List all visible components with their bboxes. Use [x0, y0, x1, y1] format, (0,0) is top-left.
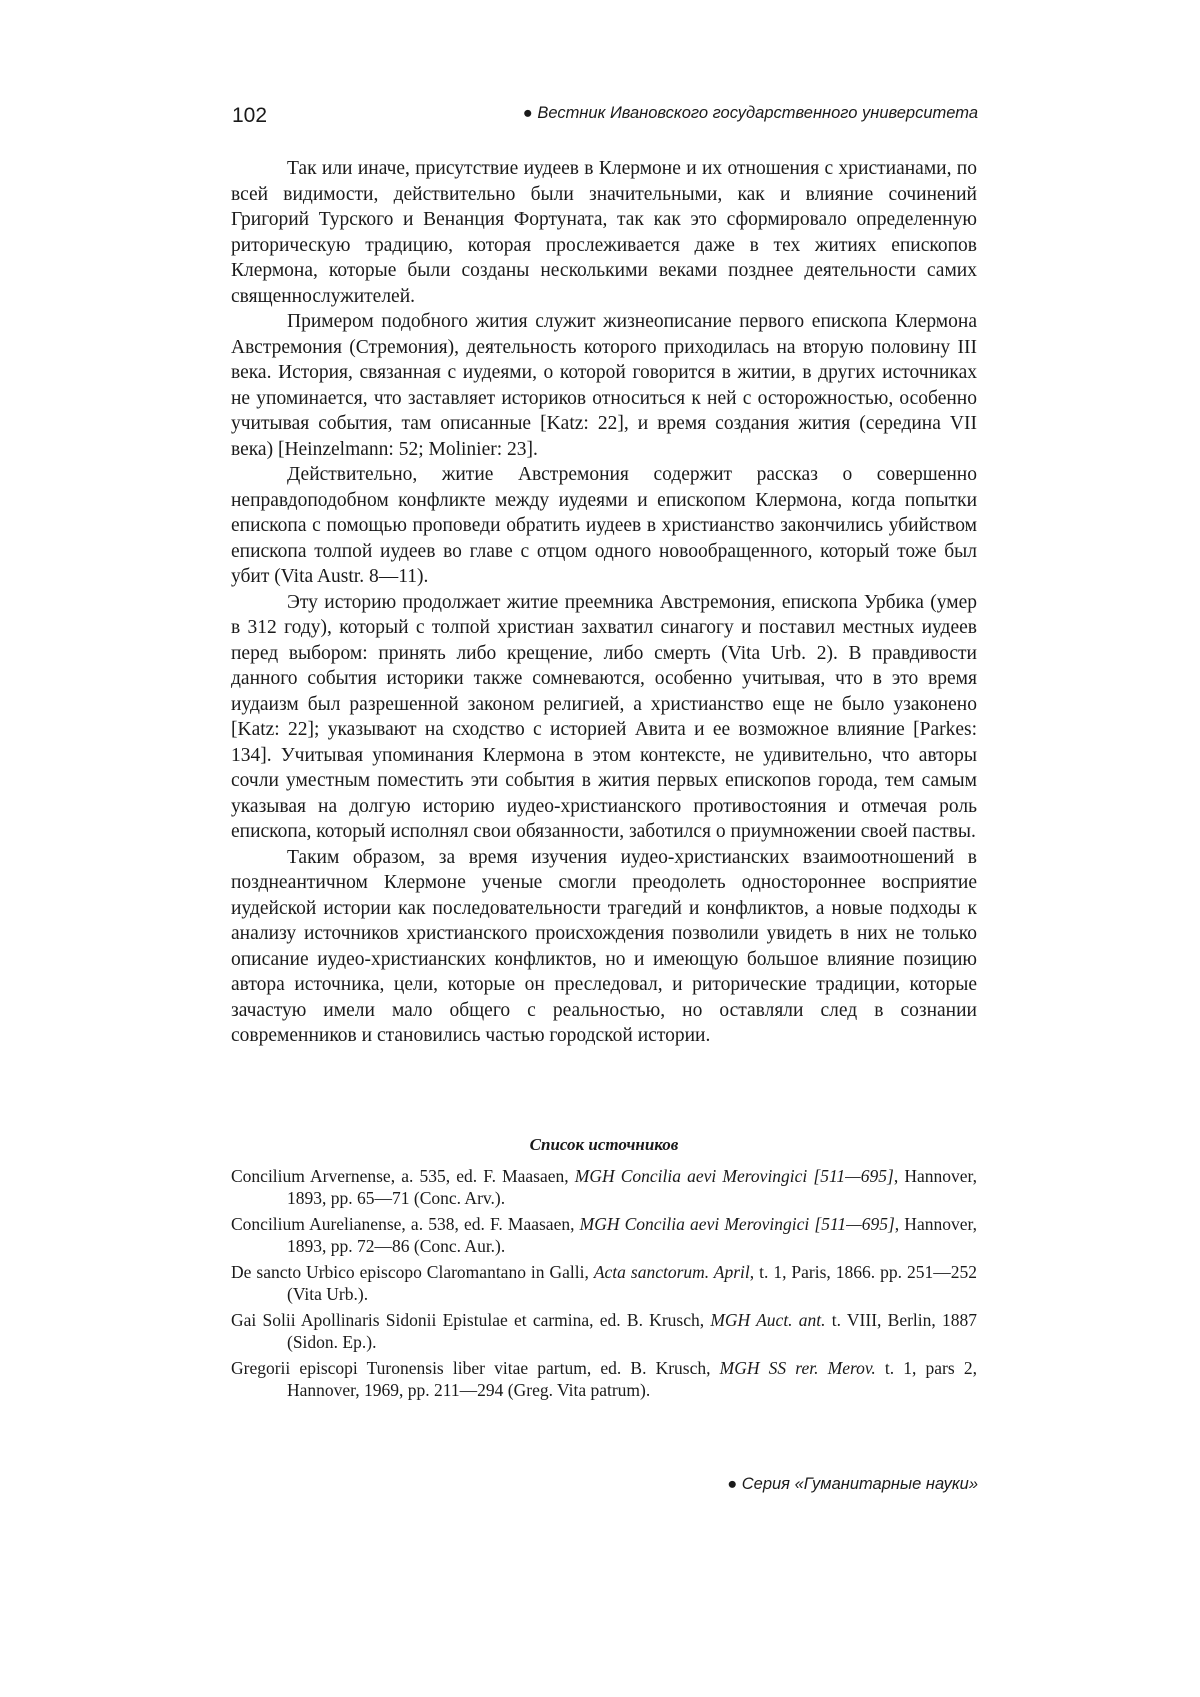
- references-title: Список источников: [529, 1135, 679, 1154]
- paragraph: Так или иначе, присутствие иудеев в Клермоне и их отношения с христианами, по всей видимости, действительно были значительными, как и влияние сочинений Григорий Турского и Венанция Фортуната, так как это сформировало определенную риторическую традицию, которая прослеживается даже в тех житиях епископов Клермона, которые были созданы несколькими веками позднее деятельности самих священнослужителей.: [231, 158, 977, 307]
- paragraph: Действительно, житие Австремония содержит рассказ о совершенно неправдоподобном конфликте между иудеями и епископом Клермона, когда попытки епископа с помощью проповеди обратить иудеев в христианство закончились убийством епископа толпой иудеев во главе с отцом одного новообращенного, который тоже был убит (Vita Austr. 8—11).: [231, 464, 977, 587]
- reference-item: [231, 1165, 977, 1209]
- reference-source: MGH Concilia aevi Merovingici [511—695]: [574, 1166, 894, 1186]
- reference-source: MGH SS rer. Merov.: [719, 1358, 876, 1378]
- paragraph: Эту историю продолжает житие преемника Австремония, епископа Урбика (умер в 312 году), который с толпой христиан захватил синагогу и поставил местных иудеев перед выбором: принять либо крещение, либо смерть (Vita Urb. 2). В правдивости данного события историки также сомневаются, особенно учитывая, что в это время иудаизм был разрешенной законом религией, а христианство еще не было узаконено [Katz: 22]; указывают на сходство с историей Авита и ее возможное влияние [Parkes: 134]. Учитывая упоминания Клермона в этом контексте, не удивительно, что авторы сочли уместным поместить эти события в жития первых епископов города, тем самым указывая на долгую историю иудео-христианского противостояния и отмечая роль епископа, который исполнял свои обязанности, заботился о приумножении своей паствы.: [231, 591, 977, 842]
- reference-text: De sancto Urbico episcopo Claromantano in Galli,: [231, 1262, 594, 1282]
- series-footer: ● Серия «Гуманитарные науки»: [727, 1475, 978, 1493]
- reference-source: Acta sanctorum. April: [593, 1262, 750, 1282]
- reference-item: [231, 1309, 977, 1353]
- reference-details: t. 1, pars 2, Hannover, 1969, pp. 211—294 (Greg. Vita patrum).: [287, 1358, 977, 1400]
- reference-text: Gregorii episcopi Turonensis liber vitae partum, ed. B. Krusch,: [231, 1358, 720, 1378]
- reference-text: Concilium Arvernense, a. 535, ed. F. Maasaen,: [231, 1166, 575, 1186]
- reference-source: MGH Concilia aevi Merovingici [511—695]: [579, 1214, 895, 1234]
- reference-details: , Hannover, 1893, pp. 65—71 (Conc. Arv.).: [287, 1166, 977, 1208]
- paragraph: Примером подобного жития служит жизнеописание первого епископа Клермона Австремония (Стремония), деятельность которого приходилась на вторую половину III века. История, связанная с иудеями, о которой говорится в житии, в других источниках не упоминается, что заставляет историков относиться к ней с осторожностью, особенно учитывая события, там описанные [Katz: 22], и время создания жития (середина VII века) [Heinzelmann: 52; Molinier: 23].: [231, 311, 977, 460]
- reference-item: [231, 1213, 977, 1257]
- reference-details: t. VIII, Berlin, 1887 (Sidon. Ep.).: [287, 1310, 977, 1352]
- reference-details: , t. 1, Paris, 1866. pp. 251—252 (Vita Urb.).: [287, 1262, 977, 1304]
- paragraph: Таким образом, за время изучения иудео-христианских взаимоотношений в позднеантичном Клермоне ученые смогли преодолеть одностороннее восприятие иудейской истории как последовательности трагедий и конфликтов, а новые подходы к анализу источников христианского происхождения позволили увидеть в них не только описание иудео-христианских конфликтов, но и имеющую большое влияние позицию автора источника, цели, которые он преследовал, и риторические традиции, которые зачастую имели мало общего с реальностью, но оставляли след в сознании современников и становились частью городской истории.: [231, 846, 977, 1046]
- reference-text: Concilium Aurelianense, a. 538, ed. F. Maasaen,: [231, 1214, 580, 1234]
- journal-title: ● Вестник Ивановского государственного университета: [522, 104, 978, 122]
- reference-item: [231, 1261, 977, 1305]
- reference-text: Gai Solii Apollinaris Sidonii Epistulae et carmina, ed. B. Krusch,: [231, 1310, 711, 1330]
- reference-item: [231, 1357, 977, 1401]
- reference-source: MGH Auct. ant.: [710, 1310, 826, 1330]
- body-text: [231, 156, 977, 1049]
- reference-details: , Hannover, 1893, pp. 72—86 (Conc. Aur.).: [287, 1214, 977, 1256]
- page-number: 102: [232, 104, 268, 127]
- reference-list: [231, 1165, 977, 1405]
